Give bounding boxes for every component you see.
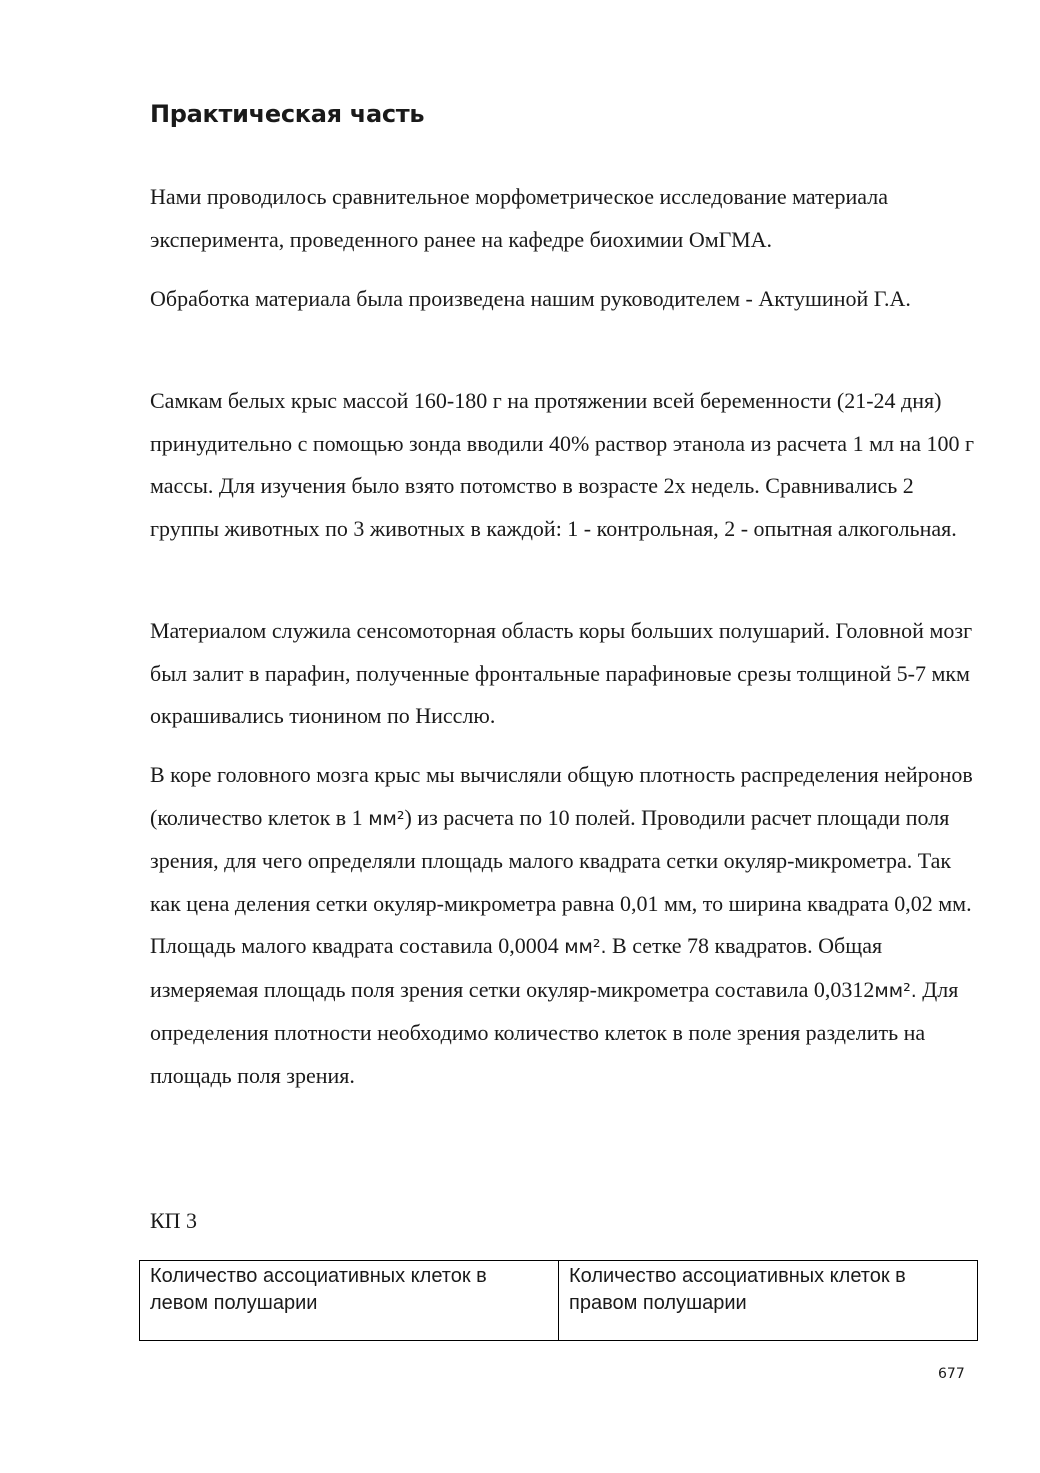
paragraph-processing: Обработка материала была произведена нашим руководителем - Актушиной Г.А. [150,286,911,311]
unit-mm2-3: мм². [874,979,917,1002]
method-text-3: В сетке 78 квадратов. Общая измеряемая площадь поля зрения сетки окуляр-микрометра составила 0,0312 [150,933,883,1002]
table-label: КП 3 [150,1208,198,1233]
paragraph-method [150,754,980,1097]
method-text-1: В коре головного мозга крыс мы вычисляли общую плотность распределения нейронов (количество клеток в 1 [150,762,973,830]
method-text-2: ) из расчета по 10 полей. Проводили расчет площади поля зрения, для чего определяли площадь малого квадрата сетки окуляр-микрометра. Так как цена деления сетки окуляр-микрометра равна 0,01 мм, то ширина квадрата 0,02 мм. Площадь малого квадрата составила 0,0004 [150,804,972,958]
header-right-hemisphere: Количество ассоциативных клеток в правом полушарии [559,1261,978,1341]
section-heading: Практическая часть [150,100,425,128]
table-header-row [140,1261,978,1341]
paragraph-material: Материалом служила сенсомоторная область коры больших полушарий. Головной мозг был залит в парафин, полученные фронтальные парафиновые срезы толщиной 5-7 мкм окрашивались тионином по Нисслю. [150,618,973,728]
unit-mm2-1: мм² [368,807,405,830]
page-number: 677 [938,1366,965,1382]
method-text-4: Для определения плотности необходимо количество клеток в поле зрения разделить на площадь поля зрения. [150,976,959,1088]
cells-table [139,1260,978,1341]
header-left-hemisphere: Количество ассоциативных клеток в левом полушарии [140,1261,559,1341]
paragraph-study-description: Нами проводилось сравнительное морфометрическое исследование материала эксперимента, проведенного ранее на кафедре биохимии ОмГМА. [150,184,888,252]
unit-mm2-2: мм². [564,936,607,958]
paragraph-experiment: Самкам белых крыс массой 160-180 г на протяжении всей беременности (21-24 дня) принудительно с помощью зонда вводили 40% раствор этанола из расчета 1 мл на 100 г массы. Для изучения было взято потомство в возрасте 2х недель. Сравнивались 2 группы животных по 3 животных в каждой: 1 - контрольная, 2 - опытная алкогольная. [150,388,975,541]
